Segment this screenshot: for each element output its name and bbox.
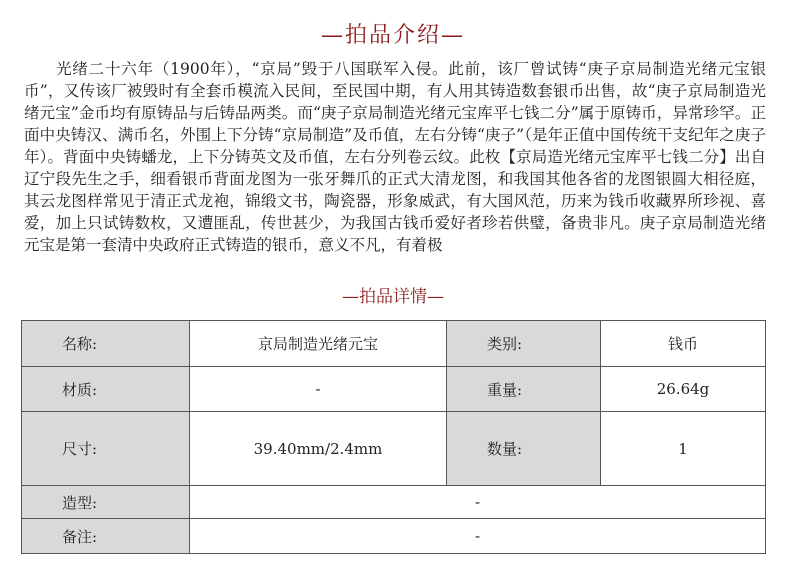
table-row — [22, 412, 766, 486]
quantity-label: 数量: — [447, 412, 601, 486]
quantity-value: 1 — [601, 412, 766, 486]
remark-value: - — [190, 519, 766, 554]
size-label: 尺寸: — [22, 412, 190, 486]
remark-label: 备注: — [22, 519, 190, 554]
name-value: 京局制造光绪元宝 — [190, 321, 447, 367]
shape-value: - — [190, 486, 766, 519]
weight-value: 26.64g — [601, 367, 766, 412]
name-label: 名称: — [22, 321, 190, 367]
category-label: 类别: — [447, 321, 601, 367]
size-value: 39.40mm/2.4mm — [190, 412, 447, 486]
material-label: 材质: — [22, 367, 190, 412]
table-row — [22, 519, 766, 554]
category-value: 钱币 — [601, 321, 766, 367]
table-row — [22, 321, 766, 367]
material-value: - — [190, 367, 447, 412]
details-subtitle: —拍品详情— — [342, 287, 444, 307]
shape-label: 造型: — [22, 486, 190, 519]
intro-paragraph: 光绪二十六年（1900年），“京局”毁于八国联军入侵。此前，该厂曾试铸“庚子京局制造光绪元宝银币”，又传该厂被毁时有全套币模流入民间，至民国中期，有人用其铸造数套银币出售，故“庚子京局制造光绪元宝”金币均有原铸品与后铸品两类。而“庚子京局制造光绪元宝库平七钱二分”属于原铸币，异常珍罕。正面中央铸汉、满币名，外围上下分铸“京局制造”及币值，左右分铸“庚子”（是年正值中国传统干支纪年之庚子年）。背面中央铸蟠龙，上下分铸英文及币值，左右分列卷云纹。此枚【京局造光绪元宝库平七钱二分】出自辽宁段先生之手，细看银币背面龙图为一张牙舞爪的正式大清龙图，和我国其他各省的龙图银圆大相径庭，其云龙图样常见于清正式龙袍，锦缎文书，陶瓷器，形象威武，有大国风范，历来为钱币收藏界所珍视、喜爱，加上只试铸数枚，又遭匪乱，传世甚少，为我国古钱币爱好者珍若供璧，备贵非凡。庚子京局制造光绪元宝是第一套清中央政府正式铸造的银币，意义不凡，有着极 — [24, 60, 766, 254]
page-title: —拍品介绍— — [320, 23, 465, 48]
table-row — [22, 367, 766, 412]
details-table — [21, 320, 766, 554]
weight-label: 重量: — [447, 367, 601, 412]
table-row — [22, 486, 766, 519]
